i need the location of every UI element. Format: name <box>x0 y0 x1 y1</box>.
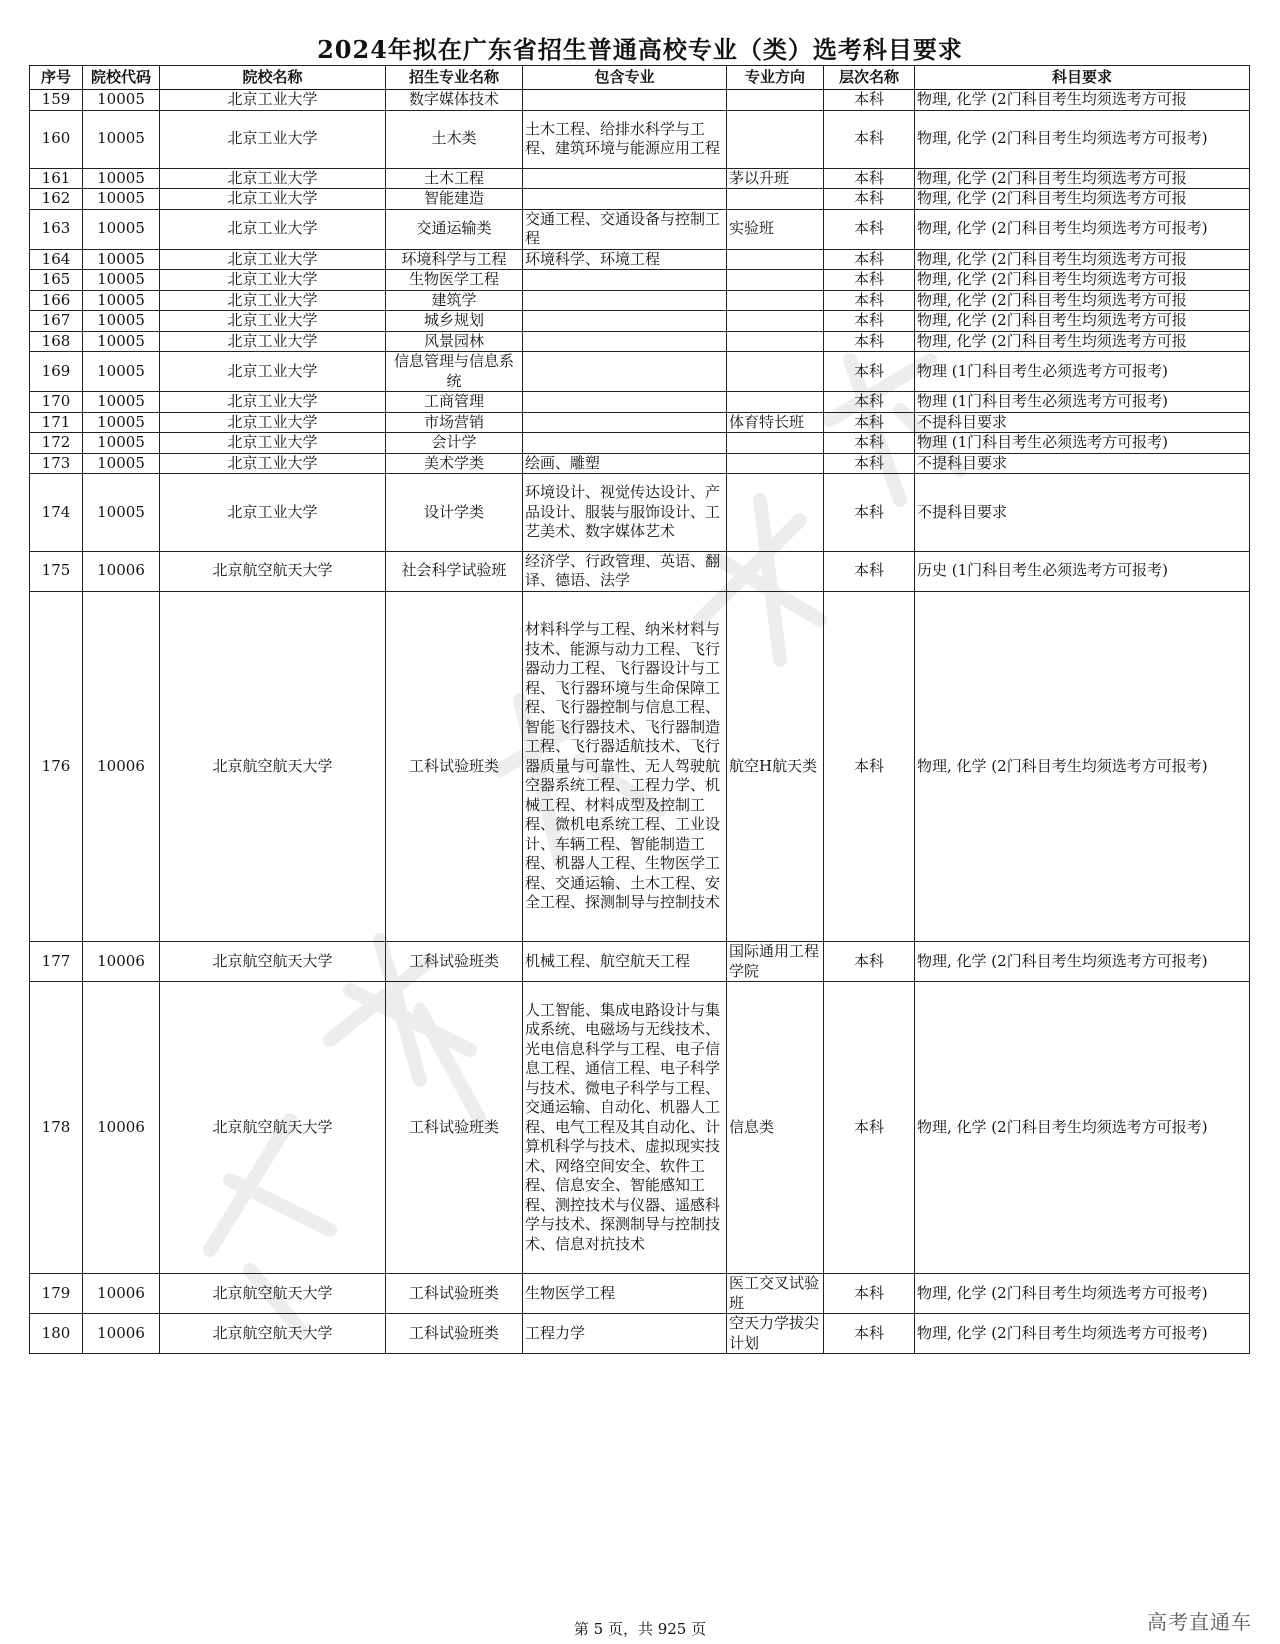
cell-code: 10005 <box>83 189 160 210</box>
table-row <box>30 453 1250 474</box>
cell-includes: 生物医学工程 <box>523 1274 727 1314</box>
cell-school: 北京航空航天大学 <box>160 1314 386 1354</box>
cell-direction: 国际通用工程学院 <box>727 942 824 982</box>
cell-direction <box>727 290 824 311</box>
table-row <box>30 1274 1250 1314</box>
cell-school: 北京航空航天大学 <box>160 982 386 1274</box>
cell-seq: 170 <box>30 392 83 413</box>
cell-code: 10005 <box>83 453 160 474</box>
cell-major: 土木工程 <box>386 168 523 189</box>
cell-includes <box>523 311 727 332</box>
cell-requirement: 物理, 化学 (2门科目考生均须选考方可报 <box>915 290 1250 311</box>
table-row <box>30 982 1250 1274</box>
cell-code: 10005 <box>83 90 160 111</box>
cell-major: 美术学类 <box>386 453 523 474</box>
cell-includes <box>523 392 727 413</box>
cell-includes: 机械工程、航空航天工程 <box>523 942 727 982</box>
cell-major: 城乡规划 <box>386 311 523 332</box>
cell-direction <box>727 392 824 413</box>
cell-level: 本科 <box>824 249 915 270</box>
cell-seq: 175 <box>30 551 83 591</box>
cell-major: 工科试验班类 <box>386 1274 523 1314</box>
cell-level: 本科 <box>824 110 915 168</box>
cell-school: 北京工业大学 <box>160 453 386 474</box>
cell-school: 北京工业大学 <box>160 474 386 552</box>
table-row <box>30 249 1250 270</box>
cell-seq: 161 <box>30 168 83 189</box>
cell-includes <box>523 270 727 291</box>
table-row <box>30 189 1250 210</box>
cell-level: 本科 <box>824 189 915 210</box>
cell-code: 10005 <box>83 311 160 332</box>
col-header-major: 招生专业名称 <box>386 66 523 90</box>
table-header-row <box>30 66 1250 90</box>
table-row <box>30 433 1250 454</box>
cell-major: 风景园林 <box>386 331 523 352</box>
cell-includes <box>523 189 727 210</box>
cell-seq: 171 <box>30 412 83 433</box>
cell-seq: 176 <box>30 591 83 942</box>
cell-major: 工科试验班类 <box>386 591 523 942</box>
page-title: 2024年拟在广东省招生普通高校专业（类）选考科目要求 <box>317 35 963 64</box>
cell-major: 工科试验班类 <box>386 942 523 982</box>
table-row <box>30 551 1250 591</box>
cell-direction <box>727 331 824 352</box>
cell-code: 10005 <box>83 392 160 413</box>
cell-code: 10005 <box>83 352 160 392</box>
cell-school: 北京航空航天大学 <box>160 551 386 591</box>
cell-requirement: 物理, 化学 (2门科目考生均须选考方可报考) <box>915 1314 1250 1354</box>
cell-requirement: 物理 (1门科目考生必须选考方可报考) <box>915 352 1250 392</box>
cell-level: 本科 <box>824 270 915 291</box>
cell-requirement: 物理, 化学 (2门科目考生均须选考方可报考) <box>915 110 1250 168</box>
cell-school: 北京工业大学 <box>160 90 386 111</box>
cell-level: 本科 <box>824 331 915 352</box>
cell-major: 工科试验班类 <box>386 1314 523 1354</box>
cell-includes <box>523 352 727 392</box>
cell-school: 北京工业大学 <box>160 352 386 392</box>
cell-requirement: 物理, 化学 (2门科目考生均须选考方可报 <box>915 90 1250 111</box>
cell-seq: 166 <box>30 290 83 311</box>
table-body <box>30 90 1250 1354</box>
cell-code: 10005 <box>83 110 160 168</box>
cell-direction <box>727 249 824 270</box>
cell-requirement: 历史 (1门科目考生必须选考方可报考) <box>915 551 1250 591</box>
cell-code: 10005 <box>83 249 160 270</box>
cell-level: 本科 <box>824 474 915 552</box>
cell-school: 北京工业大学 <box>160 189 386 210</box>
cell-level: 本科 <box>824 209 915 249</box>
cell-direction <box>727 311 824 332</box>
col-header-direction: 专业方向 <box>727 66 824 90</box>
cell-direction: 空天力学拔尖计划 <box>727 1314 824 1354</box>
cell-direction <box>727 453 824 474</box>
cell-code: 10005 <box>83 168 160 189</box>
cell-direction <box>727 189 824 210</box>
cell-code: 10006 <box>83 591 160 942</box>
cell-code: 10006 <box>83 982 160 1274</box>
cell-seq: 173 <box>30 453 83 474</box>
table-row <box>30 311 1250 332</box>
cell-requirement: 物理, 化学 (2门科目考生均须选考方可报 <box>915 311 1250 332</box>
cell-direction <box>727 270 824 291</box>
cell-seq: 174 <box>30 474 83 552</box>
table-row <box>30 168 1250 189</box>
cell-school: 北京工业大学 <box>160 249 386 270</box>
cell-school: 北京工业大学 <box>160 270 386 291</box>
cell-seq: 179 <box>30 1274 83 1314</box>
cell-level: 本科 <box>824 453 915 474</box>
col-header-seq: 序号 <box>30 66 83 90</box>
cell-major: 智能建造 <box>386 189 523 210</box>
cell-direction <box>727 90 824 111</box>
cell-requirement: 物理, 化学 (2门科目考生均须选考方可报考) <box>915 982 1250 1274</box>
cell-school: 北京工业大学 <box>160 412 386 433</box>
cell-includes <box>523 168 727 189</box>
cell-seq: 159 <box>30 90 83 111</box>
col-header-code: 院校代码 <box>83 66 160 90</box>
cell-direction <box>727 352 824 392</box>
cell-seq: 164 <box>30 249 83 270</box>
cell-requirement: 不提科目要求 <box>915 412 1250 433</box>
cell-requirement: 物理, 化学 (2门科目考生均须选考方可报 <box>915 270 1250 291</box>
cell-direction: 茅以升班 <box>727 168 824 189</box>
col-header-level: 层次名称 <box>824 66 915 90</box>
cell-direction: 体育特长班 <box>727 412 824 433</box>
cell-seq: 180 <box>30 1314 83 1354</box>
cell-includes: 环境科学、环境工程 <box>523 249 727 270</box>
cell-seq: 163 <box>30 209 83 249</box>
cell-level: 本科 <box>824 290 915 311</box>
cell-includes <box>523 433 727 454</box>
cell-level: 本科 <box>824 412 915 433</box>
col-header-school: 院校名称 <box>160 66 386 90</box>
cell-includes <box>523 290 727 311</box>
table-row <box>30 290 1250 311</box>
cell-major: 建筑学 <box>386 290 523 311</box>
cell-includes: 经济学、行政管理、英语、翻译、德语、法学 <box>523 551 727 591</box>
cell-includes: 材料科学与工程、纳米材料与技术、能源与动力工程、飞行器动力工程、飞行器设计与工程、飞行器环境与生命保障工程、飞行器控制与信息工程、智能飞行器技术、飞行器制造工程、飞行器适航技术、飞行器质量与可靠性、无人驾驶航空器系统工程、工程力学、机械工程、材料成型及控制工程、微机电系统工程、工业设计、车辆工程、智能制造工程、机器人工程、生物医学工程、交通运输、土木工程、安全工程、探测制导与控制技术 <box>523 591 727 942</box>
table-row <box>30 392 1250 413</box>
cell-code: 10005 <box>83 433 160 454</box>
cell-code: 10006 <box>83 551 160 591</box>
cell-code: 10005 <box>83 270 160 291</box>
cell-school: 北京工业大学 <box>160 110 386 168</box>
cell-level: 本科 <box>824 311 915 332</box>
cell-level: 本科 <box>824 982 915 1274</box>
cell-seq: 178 <box>30 982 83 1274</box>
cell-seq: 168 <box>30 331 83 352</box>
cell-code: 10006 <box>83 1274 160 1314</box>
cell-includes: 环境设计、视觉传达设计、产品设计、服装与服饰设计、工艺美术、数字媒体艺术 <box>523 474 727 552</box>
cell-seq: 165 <box>30 270 83 291</box>
cell-level: 本科 <box>824 1274 915 1314</box>
cell-major: 会计学 <box>386 433 523 454</box>
cell-major: 数字媒体技术 <box>386 90 523 111</box>
cell-seq: 160 <box>30 110 83 168</box>
brand-watermark-text: 高考直通车 <box>1147 1610 1252 1634</box>
table-row <box>30 591 1250 942</box>
cell-requirement: 物理, 化学 (2门科目考生均须选考方可报 <box>915 249 1250 270</box>
table-row <box>30 270 1250 291</box>
cell-major: 社会科学试验班 <box>386 551 523 591</box>
cell-code: 10005 <box>83 474 160 552</box>
cell-school: 北京工业大学 <box>160 290 386 311</box>
cell-direction <box>727 474 824 552</box>
cell-includes: 土木工程、给排水科学与工程、建筑环境与能源应用工程 <box>523 110 727 168</box>
cell-includes: 人工智能、集成电路设计与集成系统、电磁场与无线技术、光电信息科学与工程、电子信息工程、通信工程、电子科学与技术、微电子科学与工程、交通运输、自动化、机器人工程、电气工程及其自动化、计算机科学与技术、虚拟现实技术、网络空间安全、软件工程、信息安全、智能感知工程、测控技术与仪器、遥感科学与技术、探测制导与控制技术、信息对抗技术 <box>523 982 727 1274</box>
cell-requirement: 物理, 化学 (2门科目考生均须选考方可报 <box>915 189 1250 210</box>
cell-requirement: 物理, 化学 (2门科目考生均须选考方可报考) <box>915 209 1250 249</box>
col-header-requirement: 科目要求 <box>915 66 1250 90</box>
table-row <box>30 331 1250 352</box>
cell-level: 本科 <box>824 551 915 591</box>
cell-requirement: 物理 (1门科目考生必须选考方可报考) <box>915 433 1250 454</box>
cell-includes: 绘画、雕塑 <box>523 453 727 474</box>
cell-level: 本科 <box>824 942 915 982</box>
cell-requirement: 物理, 化学 (2门科目考生均须选考方可报考) <box>915 591 1250 942</box>
cell-major: 交通运输类 <box>386 209 523 249</box>
cell-requirement: 不提科目要求 <box>915 474 1250 552</box>
cell-requirement: 物理, 化学 (2门科目考生均须选考方可报考) <box>915 942 1250 982</box>
cell-school: 北京航空航天大学 <box>160 1274 386 1314</box>
cell-requirement: 物理, 化学 (2门科目考生均须选考方可报 <box>915 331 1250 352</box>
cell-includes <box>523 90 727 111</box>
cell-requirement: 物理, 化学 (2门科目考生均须选考方可报考) <box>915 1274 1250 1314</box>
table-row <box>30 474 1250 552</box>
cell-level: 本科 <box>824 433 915 454</box>
col-header-includes: 包含专业 <box>523 66 727 90</box>
cell-major: 信息管理与信息系统 <box>386 352 523 392</box>
cell-seq: 177 <box>30 942 83 982</box>
cell-seq: 172 <box>30 433 83 454</box>
cell-major: 设计学类 <box>386 474 523 552</box>
cell-code: 10005 <box>83 209 160 249</box>
cell-includes: 交通工程、交通设备与控制工程 <box>523 209 727 249</box>
cell-school: 北京航空航天大学 <box>160 591 386 942</box>
cell-major: 环境科学与工程 <box>386 249 523 270</box>
cell-seq: 167 <box>30 311 83 332</box>
table-row <box>30 352 1250 392</box>
cell-code: 10005 <box>83 412 160 433</box>
cell-school: 北京航空航天大学 <box>160 942 386 982</box>
cell-school: 北京工业大学 <box>160 168 386 189</box>
cell-direction: 实验班 <box>727 209 824 249</box>
cell-code: 10006 <box>83 1314 160 1354</box>
cell-level: 本科 <box>824 352 915 392</box>
cell-direction: 航空H航天类 <box>727 591 824 942</box>
table-row <box>30 1314 1250 1354</box>
cell-requirement: 不提科目要求 <box>915 453 1250 474</box>
cell-major: 生物医学工程 <box>386 270 523 291</box>
cell-school: 北京工业大学 <box>160 433 386 454</box>
cell-level: 本科 <box>824 591 915 942</box>
cell-requirement: 物理 (1门科目考生必须选考方可报考) <box>915 392 1250 413</box>
cell-direction: 医工交叉试验班 <box>727 1274 824 1314</box>
cell-major: 工科试验班类 <box>386 982 523 1274</box>
cell-level: 本科 <box>824 90 915 111</box>
cell-requirement: 物理, 化学 (2门科目考生均须选考方可报 <box>915 168 1250 189</box>
table-row <box>30 209 1250 249</box>
cell-school: 北京工业大学 <box>160 331 386 352</box>
cell-includes <box>523 331 727 352</box>
table-row <box>30 110 1250 168</box>
cell-includes <box>523 412 727 433</box>
table-row <box>30 412 1250 433</box>
cell-code: 10005 <box>83 290 160 311</box>
cell-school: 北京工业大学 <box>160 311 386 332</box>
cell-level: 本科 <box>824 168 915 189</box>
page-number: 第 5 页，共 925 页 <box>573 1620 707 1638</box>
cell-seq: 169 <box>30 352 83 392</box>
cell-direction <box>727 551 824 591</box>
cell-direction <box>727 433 824 454</box>
cell-level: 本科 <box>824 1314 915 1354</box>
cell-direction: 信息类 <box>727 982 824 1274</box>
table-row <box>30 942 1250 982</box>
cell-level: 本科 <box>824 392 915 413</box>
cell-major: 土木类 <box>386 110 523 168</box>
cell-school: 北京工业大学 <box>160 209 386 249</box>
cell-major: 工商管理 <box>386 392 523 413</box>
cell-major: 市场营销 <box>386 412 523 433</box>
cell-code: 10005 <box>83 331 160 352</box>
cell-includes: 工程力学 <box>523 1314 727 1354</box>
cell-seq: 162 <box>30 189 83 210</box>
cell-direction <box>727 110 824 168</box>
table-row <box>30 90 1250 111</box>
cell-code: 10006 <box>83 942 160 982</box>
requirements-table <box>29 65 1250 1354</box>
cell-school: 北京工业大学 <box>160 392 386 413</box>
